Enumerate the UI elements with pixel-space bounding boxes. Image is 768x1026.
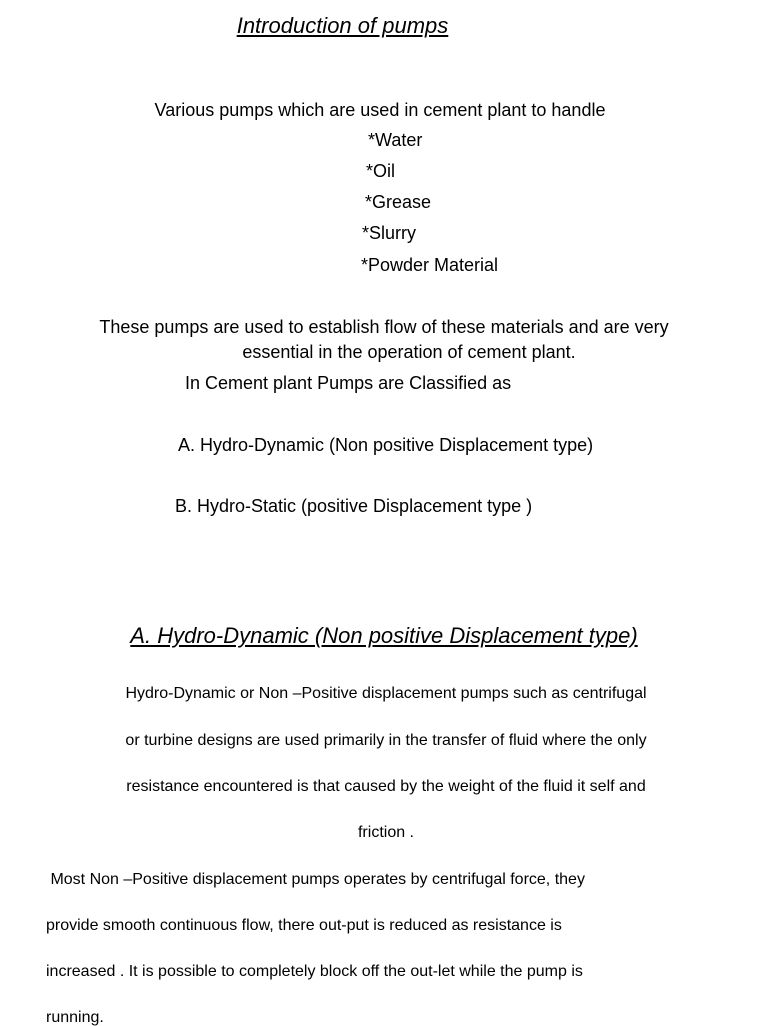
paragraph-line: running. (46, 1009, 104, 1026)
classification-intro: In Cement plant Pumps are Classified as (185, 373, 512, 393)
material-item: *Oil (366, 161, 396, 181)
intro-text: Various pumps which are used in cement plant to handle (154, 100, 606, 120)
paragraph-line: resistance encountered is that caused by the weight of the fluid it self and (126, 778, 646, 795)
paragraph-line: Hydro-Dynamic or Non –Positive displacement pumps such as centrifugal (125, 685, 647, 702)
section-heading: A. Hydro-Dynamic (Non positive Displacement type) (130, 623, 638, 648)
paragraph-line: or turbine designs are used primarily in the transfer of fluid where the only (125, 732, 647, 749)
page-title: Introduction of pumps (236, 13, 449, 38)
paragraph-line: provide smooth continuous flow, there out-put is reduced as resistance is (46, 917, 562, 934)
paragraph-line: increased . It is possible to completely block off the out-let while the pump is (46, 963, 583, 980)
material-item: *Slurry (362, 223, 417, 243)
class-item: A. Hydro-Dynamic (Non positive Displacement type) (178, 435, 594, 455)
material-item: *Water (368, 130, 423, 150)
purpose-line: These pumps are used to establish flow of these materials and are very (99, 317, 669, 337)
purpose-line: essential in the operation of cement plant. (242, 342, 576, 362)
paragraph-line: friction . (357, 824, 414, 841)
class-item: B. Hydro-Static (positive Displacement type ) (175, 496, 533, 516)
material-item: *Powder Material (361, 255, 499, 275)
material-item: *Grease (365, 192, 432, 212)
paragraph-line: Most Non –Positive displacement pumps operates by centrifugal force, they (46, 871, 585, 888)
